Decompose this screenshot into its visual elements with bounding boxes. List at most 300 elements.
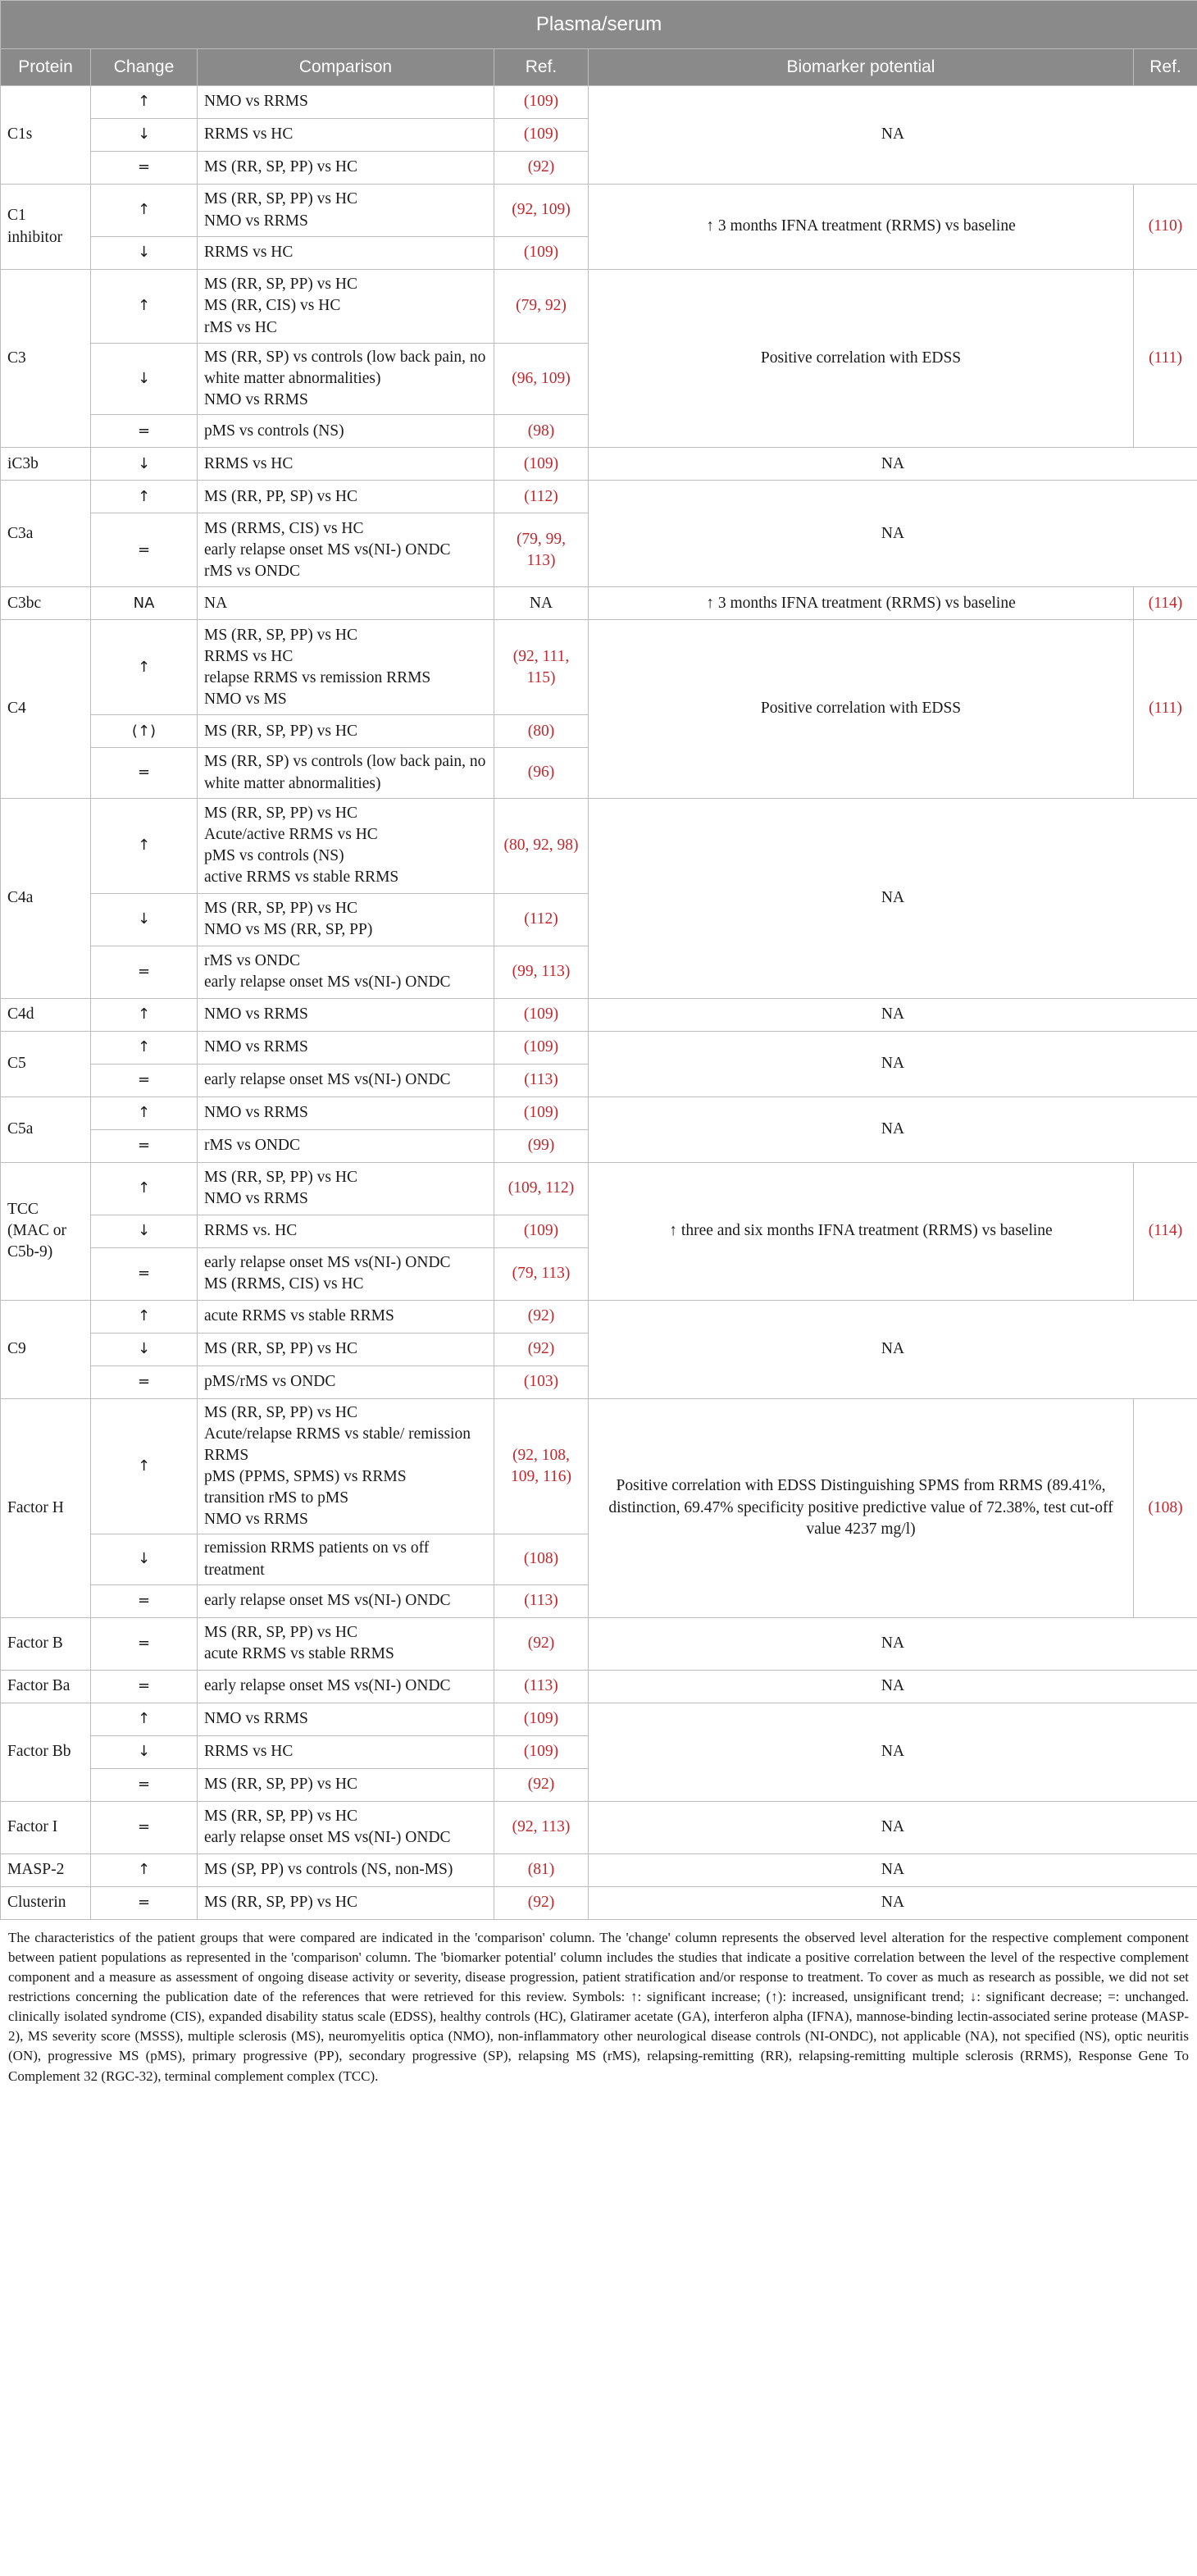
comparison-line: NMO vs RRMS [204, 93, 308, 111]
change-cell: ↓ [91, 893, 198, 946]
comparison-cell [198, 185, 494, 237]
biomarker-cell: NA [589, 1670, 1197, 1703]
comparison-line: MS (RR, SP, PP) vs HC [204, 1776, 357, 1794]
change-cell: = [91, 1886, 198, 1919]
table-body [1, 86, 1197, 1920]
table-row [1, 86, 1197, 119]
protein-cell: Factor Ba [1, 1670, 91, 1703]
table-row [1, 448, 1197, 481]
comparison-cell [198, 344, 494, 415]
protein-cell: Factor Bb [1, 1703, 91, 1801]
reference-link[interactable]: (113) [524, 1071, 558, 1089]
change-cell: ↑ [91, 86, 198, 119]
comparison-line: pMS/rMS vs ONDC [204, 1373, 336, 1391]
biomarker-cell: NA [589, 1801, 1197, 1853]
table-row [1, 270, 1197, 344]
reference-link[interactable]: (109) [523, 1104, 559, 1122]
reference-link[interactable]: (114) [1148, 1222, 1183, 1240]
change-cell: ↑ [91, 1853, 198, 1886]
reference-link[interactable]: (92) [527, 158, 555, 176]
comparison-cell [198, 715, 494, 748]
reference-link[interactable]: (92) [527, 1776, 555, 1794]
biomarker-cell: NA [589, 1886, 1197, 1919]
comparison-line: MS (RRMS, CIS) vs HC [204, 1275, 364, 1293]
change-cell: ↑ [91, 1300, 198, 1333]
ref-cell [494, 1300, 589, 1333]
table-footnote: The characteristics of the patient groups that were compared are indicated in the 'comparison' column. The 'change' column represents the observed level alteration for the respective complement component between patient populations as represented in the 'comparison' column. The 'biomarker potential' column includes the studies that indicate a positive correlation between the level of the respective complement component and a measure as assessment of ongoing disease activity or severity, disease progression, patient stratification and/or response to treatment. To cover as much as research as possible, we did not set restrictions concerning the publication date of the references that were retrieved for this review. Symbols: ↑: significant increase; (↑): increased, unsignificant trend; ↓: significant decrease; =: unchanged. clinically isolated syndrome (CIS), expanded disability status scale (EDSS), healthy controls (HC), Glatiramer acetate (GA), interferon alpha (IFNA), mannose-binding lectin-associated serine protease (MASP-2), MS severity score (MSSS), multiple sclerosis (MS), neuromyelitis optica (NMO), non-inflammatory other neurological disease controls (NI-ONDC), not applicable (NA), not specified (NS), optic neuritis (ON), progressive MS (pMS), primary progressive (PP), secondary progressive (SP), relapsing MS (rMS), relapsing-remitting (RR), relapsing-remitting multiple sclerosis (RRMS), Response Gene To Complement 32 (RGC-32), terminal complement complex (TCC). [8, 1929, 1189, 2084]
table-row [1, 1617, 1197, 1670]
ref-cell [494, 513, 589, 587]
reference-link[interactable]: (109) [523, 1222, 559, 1240]
protein-cell: C3a [1, 481, 91, 587]
ref-cell [494, 1031, 589, 1064]
change-cell: = [91, 1129, 198, 1162]
protein-cell: C1 inhibitor [1, 185, 91, 270]
table-row [1, 798, 1197, 893]
comparison-cell [198, 1886, 494, 1919]
comparison-line: MS (SP, PP) vs controls (NS, non-MS) [204, 1861, 453, 1879]
biomarker-cell: NA [589, 1097, 1197, 1162]
comparison-cell [198, 998, 494, 1031]
change-cell: ↓ [91, 119, 198, 152]
reference-link[interactable]: (96, 109) [512, 370, 571, 388]
ref-cell [494, 1247, 589, 1300]
comparison-line: active RRMS vs stable RRMS [204, 869, 399, 887]
change-cell: = [91, 513, 198, 587]
ref-cell [494, 1853, 589, 1886]
ref-cell [494, 1670, 589, 1703]
change-cell: = [91, 1801, 198, 1853]
table-row [1, 1853, 1197, 1886]
ref-cell [494, 893, 589, 946]
comparison-line: NMO vs RRMS [204, 1038, 308, 1056]
biomarker-cell: Positive correlation with EDSS Distinguishing SPMS from RRMS (89.41%, distinction, 69.47% specificity positive predictive value of 72.38%, test cut-off value 4237 mg/l) [589, 1398, 1134, 1617]
comparison-cell [198, 946, 494, 998]
reference-link[interactable]: (92, 109) [512, 201, 571, 219]
protein-cell: C4d [1, 998, 91, 1031]
change-cell: ↑ [91, 1097, 198, 1129]
comparison-cell [198, 893, 494, 946]
comparison-line: early relapse onset MS vs(NI-) ONDC [204, 1677, 451, 1695]
comparison-line: pMS (PPMS, SPMS) vs RRMS [204, 1468, 407, 1485]
ref-cell [494, 1768, 589, 1801]
protein-cell: C4 [1, 620, 91, 798]
biomarker-cell: NA [589, 1853, 1197, 1886]
comparison-cell [198, 86, 494, 119]
biomarker-cell: Positive correlation with EDSS [589, 620, 1134, 798]
change-cell: ↓ [91, 448, 198, 481]
change-cell: = [91, 1617, 198, 1670]
comparison-line: rMS vs ONDC [204, 952, 301, 969]
reference-link[interactable]: (79, 113) [512, 1265, 571, 1283]
comparison-line: rMS vs ONDC [204, 1137, 301, 1155]
change-cell: (↑) [91, 715, 198, 748]
comparison-cell [198, 1215, 494, 1247]
protein-cell: C1s [1, 86, 91, 185]
change-cell: = [91, 1584, 198, 1617]
comparison-cell [198, 1703, 494, 1735]
comparison-line: NMO vs RRMS [204, 1005, 308, 1024]
protein-cell: TCC (MAC or C5b-9) [1, 1162, 91, 1300]
comparison-line: MS (RR, SP) vs controls (low back pain, no white matter abnormalities) [204, 349, 486, 388]
ref-cell [494, 344, 589, 415]
comparison-line: early relapse onset MS vs(NI-) ONDC [204, 1071, 451, 1089]
comparison-line: RRMS vs HC [204, 647, 294, 665]
change-cell: ↓ [91, 1333, 198, 1366]
comparison-line: Acute/relapse RRMS vs stable/ remission RRMS [204, 1425, 471, 1464]
reference-link[interactable]: (79, 99, 113) [516, 530, 567, 569]
change-cell: ↑ [91, 620, 198, 715]
header-comparison: Comparison [198, 49, 494, 86]
comparison-line: pMS vs controls (NS) [204, 847, 344, 865]
reference-link[interactable]: (92) [527, 1307, 555, 1325]
table-row [1, 620, 1197, 715]
reference-link[interactable]: (109, 112) [507, 1179, 575, 1197]
ref-cell [494, 481, 589, 513]
header-row [1, 49, 1197, 86]
table-row [1, 1300, 1197, 1333]
reference-link[interactable]: (79, 92) [516, 297, 567, 315]
comparison-line: remission RRMS patients on vs off treatment [204, 1539, 430, 1579]
table-row [1, 1398, 1197, 1534]
comparison-line: RRMS vs HC [204, 1743, 294, 1761]
comparison-cell [198, 1031, 494, 1064]
reference-link[interactable]: (92, 113) [512, 1818, 571, 1836]
comparison-cell [198, 481, 494, 513]
reference-link[interactable]: (92) [527, 1635, 555, 1653]
reference-link[interactable]: (92) [527, 1894, 555, 1912]
table-row [1, 1162, 1197, 1215]
biomarker-cell: NA [589, 998, 1197, 1031]
reference-link[interactable]: (109) [523, 1710, 559, 1728]
comparison-cell [198, 415, 494, 448]
ref-cell [494, 86, 589, 119]
ref-cell [494, 1886, 589, 1919]
protein-cell: iC3b [1, 448, 91, 481]
ref-cell [494, 1584, 589, 1617]
comparison-cell [198, 1670, 494, 1703]
ref-cell [494, 946, 589, 998]
ref-cell [494, 587, 589, 620]
comparison-line: MS (RR, SP, PP) vs HC [204, 276, 357, 294]
change-cell: ↓ [91, 237, 198, 270]
comparison-cell [198, 1735, 494, 1768]
biomarker-cell: ↑ 3 months IFNA treatment (RRMS) vs baseline [589, 587, 1134, 620]
comparison-line: NMO vs RRMS [204, 1710, 308, 1728]
change-cell: ↑ [91, 1162, 198, 1215]
change-cell: = [91, 1366, 198, 1398]
ref-cell [494, 1366, 589, 1398]
reference-link[interactable]: (113) [524, 1592, 558, 1610]
reference-link[interactable]: (92) [527, 1340, 555, 1358]
reference-link[interactable]: (111) [1149, 700, 1182, 718]
change-cell: = [91, 946, 198, 998]
ref-cell [494, 748, 589, 798]
biomarker-cell: NA [589, 481, 1197, 587]
biomarker-cell: Positive correlation with EDSS [589, 270, 1134, 448]
comparison-line: MS (RR, SP, PP) vs HC [204, 804, 357, 822]
comparison-line: relapse RRMS vs remission RRMS [204, 668, 431, 686]
reference-link[interactable]: (99, 113) [512, 963, 571, 981]
comparison-line: RRMS vs. HC [204, 1222, 298, 1240]
comparison-line: MS (RR, PP, SP) vs HC [204, 487, 357, 505]
change-cell: ↓ [91, 1215, 198, 1247]
reference-link[interactable]: (113) [524, 1677, 558, 1695]
comparison-line: MS (RR, SP, PP) vs HC [204, 722, 357, 740]
change-cell: NA [91, 587, 198, 620]
comparison-cell [198, 513, 494, 587]
change-cell: = [91, 1670, 198, 1703]
biomarker-cell: NA [589, 86, 1197, 185]
ref-cell [494, 1398, 589, 1534]
reference-link[interactable]: (92, 108, 109, 116) [510, 1446, 572, 1485]
protein-cell: Clusterin [1, 1886, 91, 1919]
ref-cell [494, 1215, 589, 1247]
comparison-line: acute RRMS vs stable RRMS [204, 1307, 394, 1325]
biomarker-cell: ↑ three and six months IFNA treatment (RRMS) vs baseline [589, 1162, 1134, 1300]
comparison-line: MS (RR, SP, PP) vs HC [204, 900, 357, 917]
ref-cell [494, 1129, 589, 1162]
reference-link[interactable]: (108) [1148, 1498, 1183, 1516]
table-row [1, 1670, 1197, 1703]
ref-cell [494, 620, 589, 715]
ref-cell [494, 415, 589, 448]
change-cell: = [91, 1247, 198, 1300]
protein-cell: Factor H [1, 1398, 91, 1617]
comparison-line: NMO vs RRMS [204, 1190, 308, 1208]
comparison-line: rMS vs ONDC [204, 562, 301, 580]
table-row [1, 1097, 1197, 1129]
biomarker-cell: NA [589, 448, 1197, 481]
comparison-cell [198, 1398, 494, 1534]
comparison-cell [198, 1333, 494, 1366]
header-biomarker-potential: Biomarker potential [589, 49, 1134, 86]
comparison-line: NMO vs RRMS [204, 1104, 308, 1122]
header-biomarker-ref: Ref. [1134, 49, 1197, 86]
reference-link[interactable]: (109) [523, 454, 559, 472]
change-cell: ↓ [91, 1735, 198, 1768]
protein-cell: C3bc [1, 587, 91, 620]
ref-cell [494, 715, 589, 748]
comparison-line: rMS vs HC [204, 318, 277, 336]
reference-link[interactable]: (109) [523, 93, 559, 111]
table-row [1, 998, 1197, 1031]
comparison-line: early relapse onset MS vs(NI-) ONDC [204, 1254, 451, 1271]
biomarker-ref-cell [1134, 620, 1197, 798]
ref-cell [494, 1534, 589, 1584]
change-cell: ↑ [91, 270, 198, 344]
comparison-cell [198, 1768, 494, 1801]
comparison-line: MS (RR, SP, PP) vs HC [204, 1403, 357, 1421]
change-cell: ↑ [91, 481, 198, 513]
ref-cell [494, 237, 589, 270]
change-cell: = [91, 415, 198, 448]
comparison-line: MS (RR, SP, PP) vs HC [204, 1894, 357, 1912]
comparison-cell [198, 1097, 494, 1129]
reference-link[interactable]: (111) [1149, 349, 1182, 367]
comparison-line: MS (RR, SP) vs controls (low back pain, no white matter abnormalities) [204, 753, 486, 792]
comparison-line: Acute/active RRMS vs HC [204, 826, 378, 843]
comparison-line: pMS vs controls (NS) [204, 422, 344, 440]
protein-cell: MASP-2 [1, 1853, 91, 1886]
comparison-line: MS (RRMS, CIS) vs HC [204, 519, 364, 537]
table-row [1, 185, 1197, 237]
biomarker-cell: NA [589, 798, 1197, 998]
comparison-line: MS (RR, SP, PP) vs HC [204, 1808, 357, 1825]
comparison-cell [198, 237, 494, 270]
comparison-line: MS (RR, SP, PP) vs HC [204, 190, 357, 208]
ref-cell [494, 1162, 589, 1215]
comparison-cell [198, 748, 494, 798]
ref-cell [494, 1735, 589, 1768]
comparison-cell [198, 1247, 494, 1300]
comparison-line: early relapse onset MS vs(NI-) ONDC [204, 973, 451, 992]
protein-cell: C9 [1, 1300, 91, 1398]
reference-link[interactable]: (109) [523, 1743, 559, 1761]
protein-cell: C3 [1, 270, 91, 448]
biomarker-ref-cell [1134, 587, 1197, 620]
reference-link[interactable]: (92, 111, 115) [512, 647, 570, 686]
ref-cell [494, 448, 589, 481]
biomarker-cell: NA [589, 1031, 1197, 1097]
ref-cell [494, 798, 589, 893]
comparison-line: MS (RR, CIS) vs HC [204, 297, 341, 315]
ref-cell [494, 152, 589, 185]
table-title: Plasma/serum [1, 1, 1197, 49]
ref-cell [494, 1333, 589, 1366]
comparison-line: early relapse onset MS vs(NI-) ONDC [204, 540, 451, 559]
table-row [1, 587, 1197, 620]
change-cell: ↑ [91, 998, 198, 1031]
change-cell: = [91, 1768, 198, 1801]
ref-cell [494, 1617, 589, 1670]
reference-link[interactable]: (103) [523, 1373, 559, 1391]
ref-cell [494, 1097, 589, 1129]
comparison-line: NMO vs RRMS [204, 1511, 308, 1529]
biomarker-ref-cell [1134, 1398, 1197, 1617]
comparison-cell [198, 119, 494, 152]
ref-cell [494, 185, 589, 237]
biomarker-cell: NA [589, 1703, 1197, 1801]
comparison-line: RRMS vs HC [204, 125, 294, 144]
change-cell: = [91, 152, 198, 185]
comparison-cell [198, 1162, 494, 1215]
biomarker-cell: NA [589, 1300, 1197, 1398]
comparison-line: early relapse onset MS vs(NI-) ONDC [204, 1592, 451, 1610]
change-cell: ↑ [91, 1031, 198, 1064]
reference-link[interactable]: (80, 92, 98) [503, 837, 579, 855]
biomarker-ref-cell [1134, 270, 1197, 448]
reference-link[interactable]: (80) [527, 722, 555, 740]
change-cell: ↓ [91, 344, 198, 415]
comparison-cell [198, 587, 494, 620]
reference-link[interactable]: (112) [524, 487, 558, 505]
comparison-cell [198, 270, 494, 344]
ref-cell [494, 270, 589, 344]
comparison-line: NMO vs RRMS [204, 391, 308, 409]
comparison-line: NMO vs MS [204, 691, 287, 708]
comparison-cell [198, 1064, 494, 1097]
protein-cell: C4a [1, 798, 91, 998]
ref-cell [494, 1703, 589, 1735]
comparison-cell [198, 1300, 494, 1333]
reference-link[interactable]: (96) [527, 764, 555, 782]
reference-link[interactable]: (112) [524, 910, 558, 928]
comparison-cell [198, 620, 494, 715]
comparison-cell [198, 1584, 494, 1617]
protein-cell: Factor I [1, 1801, 91, 1853]
change-cell: ↑ [91, 798, 198, 893]
reference-link[interactable]: (98) [527, 422, 555, 440]
biomarker-cell: NA [589, 1617, 1197, 1670]
comparison-line: MS (RR, SP, PP) vs HC [204, 626, 357, 644]
comparison-cell [198, 448, 494, 481]
comparison-cell [198, 1129, 494, 1162]
comparison-line: transition rMS to pMS [204, 1489, 349, 1507]
comparison-cell [198, 1534, 494, 1584]
header-protein: Protein [1, 49, 91, 86]
table-row [1, 1801, 1197, 1853]
comparison-line: early relapse onset MS vs(NI-) ONDC [204, 1829, 451, 1847]
biomarker-ref-cell [1134, 1162, 1197, 1300]
table-row [1, 1886, 1197, 1919]
comparison-line: MS (RR, SP, PP) vs HC [204, 158, 357, 176]
comparison-cell [198, 798, 494, 893]
reference-link[interactable]: (81) [527, 1861, 555, 1879]
comparison-line: NMO vs MS (RR, SP, PP) [204, 921, 373, 939]
table-row [1, 1703, 1197, 1735]
change-cell: = [91, 748, 198, 798]
reference-link[interactable]: (110) [1148, 217, 1183, 235]
comparison-line: acute RRMS vs stable RRMS [204, 1645, 394, 1663]
comparison-cell [198, 152, 494, 185]
change-cell: ↑ [91, 185, 198, 237]
change-cell: ↑ [91, 1398, 198, 1534]
header-change: Change [91, 49, 198, 86]
ref-cell [494, 119, 589, 152]
reference-link[interactable]: NA [529, 594, 553, 612]
comparison-line: NA [204, 594, 228, 612]
change-cell: = [91, 1064, 198, 1097]
reference-link[interactable]: (109) [523, 125, 559, 144]
reference-link[interactable]: (109) [523, 244, 559, 262]
comparison-line: MS (RR, SP, PP) vs HC [204, 1340, 357, 1358]
protein-cell: C5a [1, 1097, 91, 1162]
protein-cell: C5 [1, 1031, 91, 1097]
ref-cell [494, 998, 589, 1031]
change-cell: ↓ [91, 1534, 198, 1584]
biomarker-ref-cell [1134, 185, 1197, 270]
table-row [1, 1031, 1197, 1064]
header-ref: Ref. [494, 49, 589, 86]
comparison-line: RRMS vs HC [204, 244, 294, 262]
reference-link[interactable]: (108) [523, 1550, 559, 1568]
reference-link[interactable]: (109) [523, 1038, 559, 1056]
reference-link[interactable]: (109) [523, 1005, 559, 1024]
biomarker-cell: ↑ 3 months IFNA treatment (RRMS) vs baseline [589, 185, 1134, 270]
comparison-line: RRMS vs HC [204, 454, 294, 472]
comparison-cell [198, 1801, 494, 1853]
table-row [1, 481, 1197, 513]
reference-link[interactable]: (99) [527, 1137, 555, 1155]
comparison-line: MS (RR, SP, PP) vs HC [204, 1624, 357, 1641]
comparison-line: NMO vs RRMS [204, 212, 308, 230]
comparison-cell [198, 1853, 494, 1886]
reference-link[interactable]: (114) [1148, 594, 1183, 612]
comparison-cell [198, 1366, 494, 1398]
comparison-cell [198, 1617, 494, 1670]
ref-cell [494, 1064, 589, 1097]
